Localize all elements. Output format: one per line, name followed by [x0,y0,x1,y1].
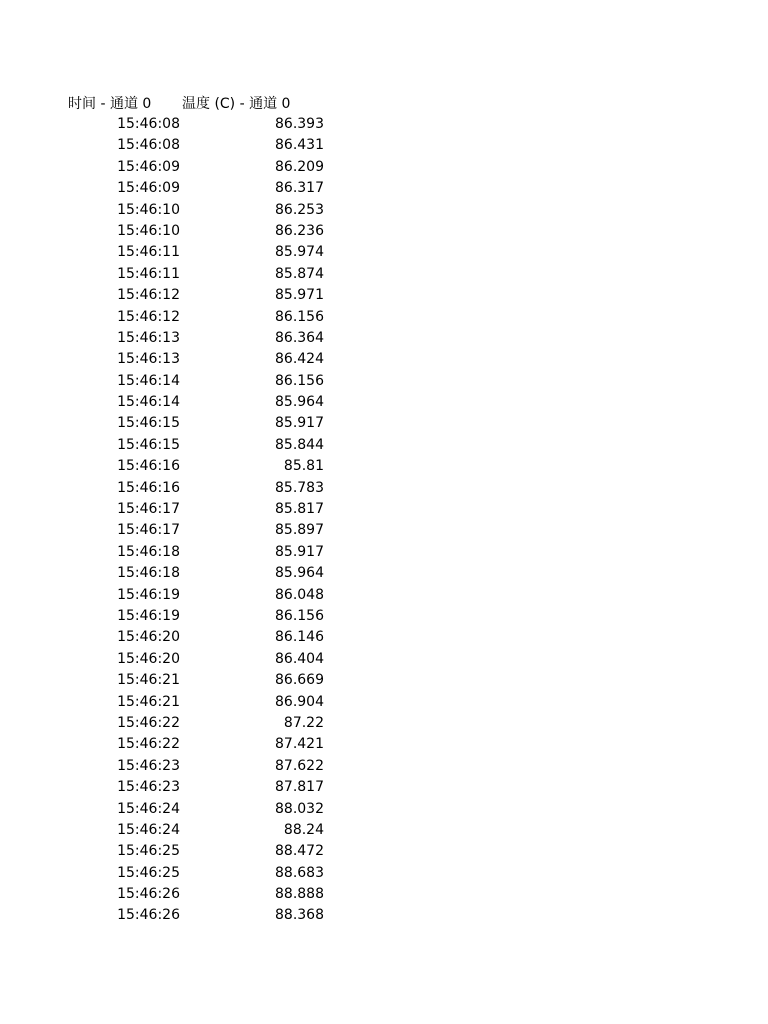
temperature-cell: 86.317 [275,180,324,197]
temperature-cell: 86.156 [275,308,324,325]
temperature-cell: 85.964 [275,394,324,411]
time-cell: 15:46:08 [117,116,180,132]
time-cell: 15:46:15 [117,415,180,432]
time-cell: 15:46:10 [117,201,180,218]
temperature-cell: 86.048 [275,586,324,603]
time-cell: 15:46:22 [117,736,180,753]
time-cell: 15:46:17 [117,522,180,539]
temperature-cell: 85.81 [283,458,324,475]
temperature-cell: 85.971 [275,287,324,304]
temperature-cell: 86.904 [275,693,324,710]
time-cell: 15:46:17 [117,501,180,518]
time-cell: 15:46:25 [117,864,180,881]
time-cell: 15:46:25 [117,843,180,860]
temperature-cell: 85.844 [275,436,324,453]
time-cell: 15:46:09 [117,158,180,175]
temperature-cell: 86.424 [275,351,324,368]
time-cell: 15:46:16 [117,479,180,496]
temperature-cell: 86.156 [275,372,324,389]
temperature-cell: 86.209 [275,158,324,175]
temperature-cell: 87.421 [275,736,324,753]
temperature-cell: 86.253 [275,201,324,218]
time-cell: 15:46:22 [117,714,180,731]
temperature-cell: 85.917 [275,543,324,560]
time-cell: 15:46:11 [117,244,180,261]
temperature-cell: 86.404 [275,650,324,667]
time-cell: 15:46:13 [117,351,180,368]
time-cell: 15:46:12 [117,287,180,304]
time-cell: 15:46:16 [117,458,180,475]
time-cell: 15:46:19 [117,586,180,603]
temperature-cell: 86.236 [275,222,324,239]
time-cell: 15:46:21 [117,693,180,710]
time-cell: 15:46:09 [117,180,180,197]
time-cell: 15:46:26 [117,907,180,924]
time-cell: 15:46:18 [117,543,180,560]
time-cell: 15:46:23 [117,757,180,774]
temperature-cell: 88.032 [275,800,324,817]
time-cell: 15:46:20 [117,650,180,667]
temperature-cell: 85.783 [275,479,324,496]
temperature-cell: 86.393 [275,116,324,132]
temperature-cell: 85.817 [275,501,324,518]
time-cell: 15:46:13 [117,329,180,346]
time-cell: 15:46:10 [117,222,180,239]
temperature-cell: 88.888 [275,886,324,903]
temperature-cell: 88.472 [275,843,324,860]
time-cell: 15:46:18 [117,565,180,582]
temperature-cell: 85.917 [275,415,324,432]
time-cell: 15:46:08 [117,137,180,154]
temperature-cell: 86.364 [275,329,324,346]
time-cell: 15:46:24 [117,800,180,817]
temperature-cell: 86.146 [275,629,324,646]
temperature-cell: 88.683 [275,864,324,881]
time-cell: 15:46:14 [117,394,180,411]
time-cell: 15:46:15 [117,436,180,453]
time-cell: 15:46:21 [117,672,180,689]
temperature-cell: 87.817 [275,779,324,796]
temperature-column-header: 温度 (C) - 通道 0 [182,96,291,112]
time-cell: 15:46:19 [117,607,180,624]
time-cell: 15:46:12 [117,308,180,325]
temperature-cell: 87.22 [283,714,324,731]
temperature-cell: 85.874 [275,265,324,282]
time-cell: 15:46:14 [117,372,180,389]
time-cell: 15:46:20 [117,629,180,646]
temperature-cell: 86.669 [275,672,324,689]
temperature-cell: 85.974 [275,244,324,261]
temperature-cell: 86.156 [275,607,324,624]
time-cell: 15:46:24 [117,821,180,838]
temperature-cell: 85.897 [275,522,324,539]
temperature-cell: 85.964 [275,565,324,582]
temperature-cell: 86.431 [275,137,324,154]
temperature-cell: 87.622 [275,757,324,774]
time-cell: 15:46:11 [117,265,180,282]
temperature-cell: 88.368 [275,907,324,924]
temperature-cell: 88.24 [283,821,324,838]
time-cell: 15:46:26 [117,886,180,903]
time-cell: 15:46:23 [117,779,180,796]
time-column-header: 时间 - 通道 0 [68,96,152,112]
